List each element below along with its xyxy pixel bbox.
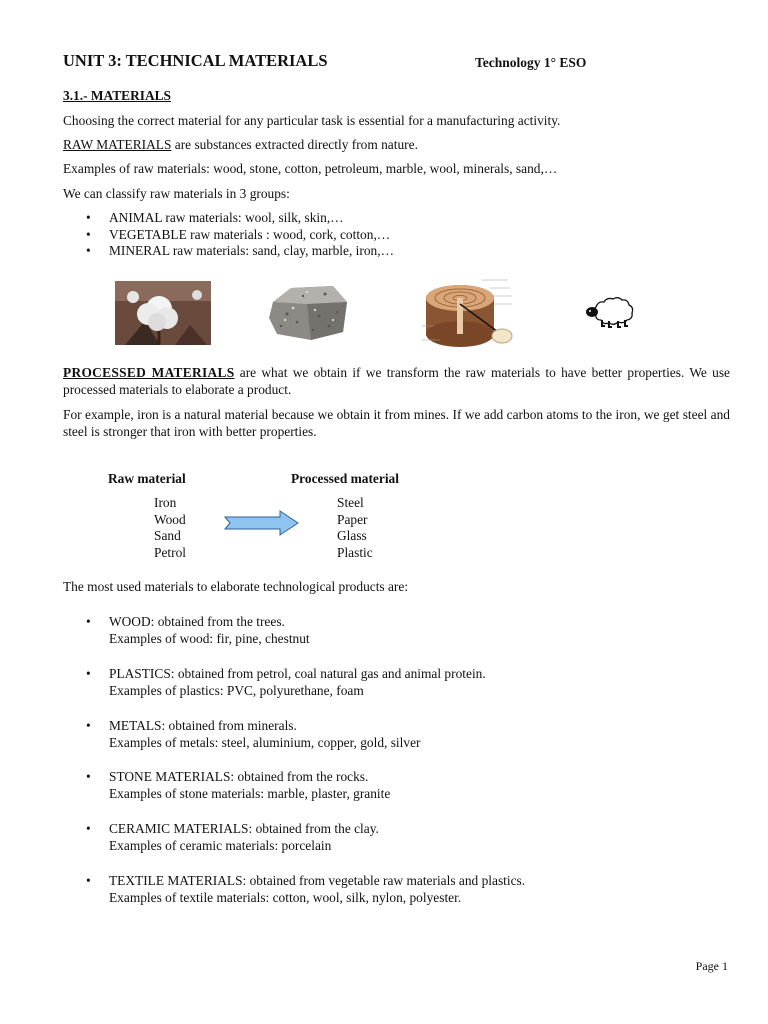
processed-materials-definition	[63, 365, 730, 398]
raw-material-item: Iron	[154, 495, 177, 510]
list-item	[86, 821, 379, 854]
material-examples: Examples of stone materials: marble, plaster, granite	[109, 785, 391, 801]
intro-paragraph: Choosing the correct material for any particular task is essential for a manufacturing activity.	[63, 113, 561, 128]
list-item	[86, 718, 420, 751]
cotton-image	[115, 281, 211, 345]
section-heading: 3.1.- MATERIALS	[63, 88, 172, 103]
material-examples: Examples of ceramic materials: porcelain	[109, 837, 332, 853]
list-item	[86, 873, 525, 906]
processed-materials-definition-text: are what we obtain if we transform the raw materials to have better properties. We use processed materials to elaborate a product.	[63, 365, 730, 397]
processed-material-list	[337, 495, 373, 561]
material-source: • WOOD: obtained from the trees.	[86, 614, 310, 631]
raw-material-item: Sand	[154, 528, 181, 543]
page-number: Page 1	[695, 959, 728, 973]
subject-label: Technology 1° ESO	[475, 55, 587, 70]
list-item	[86, 666, 486, 699]
list-item	[86, 769, 390, 802]
raw-material-item: Petrol	[154, 544, 186, 560]
raw-material-column-header: Raw material	[108, 471, 186, 486]
processed-materials-term: PROCESSED MATERIALS	[63, 365, 235, 380]
list-item	[86, 614, 310, 647]
material-source: • PLASTICS: obtained from petrol, coal natural gas and animal protein.	[86, 666, 486, 683]
material-examples: Examples of metals: steel, aluminium, copper, gold, silver	[109, 734, 421, 750]
material-source: • CERAMIC MATERIALS: obtained from the clay.	[86, 821, 379, 838]
processed-material-column-header: Processed material	[291, 471, 399, 486]
material-examples: Examples of plastics: PVC, polyurethane, foam	[109, 682, 364, 698]
processed-material-item: Plastic	[337, 544, 373, 560]
material-source: • TEXTILE MATERIALS: obtained from vegetable raw materials and plastics.	[86, 873, 525, 890]
raw-materials-examples: Examples of raw materials: wood, stone, cotton, petroleum, marble, wool, minerals, sand,…	[63, 161, 558, 176]
list-item: • VEGETABLE raw materials : wood, cork, cotton,…	[86, 227, 394, 244]
most-used-intro: The most used materials to elaborate technological products are:	[63, 579, 409, 594]
processed-material-item: Paper	[337, 511, 368, 527]
raw-materials-definition	[63, 137, 418, 154]
page-title: UNIT 3: TECHNICAL MATERIALS	[63, 51, 328, 70]
right-arrow-icon	[224, 510, 300, 536]
processed-material-item: Glass	[337, 528, 367, 543]
example-paragraph: For example, iron is a natural material because we obtain it from mines. If we add carbon atoms to the iron, we get steel and steel is stronger that iron with better properties.	[63, 407, 730, 439]
material-examples: Examples of textile materials: cotton, wool, silk, nylon, polyester.	[109, 889, 462, 905]
raw-materials-term: RAW MATERIALS	[63, 137, 172, 152]
tree-trunk-diagram	[420, 274, 520, 350]
sheep-icon	[582, 293, 640, 329]
raw-material-groups	[86, 210, 394, 260]
raw-materials-definition-text: are substances extracted directly from nature.	[171, 137, 418, 152]
raw-material-list	[154, 495, 186, 561]
processed-material-item: Steel	[337, 495, 364, 510]
material-source: • METALS: obtained from minerals.	[86, 718, 420, 735]
material-source: • STONE MATERIALS: obtained from the rocks.	[86, 769, 390, 786]
stone-image	[267, 282, 351, 344]
list-item: • ANIMAL raw materials: wool, silk, skin,…	[86, 210, 394, 227]
raw-material-item: Wood	[154, 511, 186, 527]
list-item: • MINERAL raw materials: sand, clay, marble, iron,…	[86, 243, 394, 260]
classify-intro: We can classify raw materials in 3 groups:	[63, 186, 290, 201]
material-examples: Examples of wood: fir, pine, chestnut	[109, 630, 310, 646]
